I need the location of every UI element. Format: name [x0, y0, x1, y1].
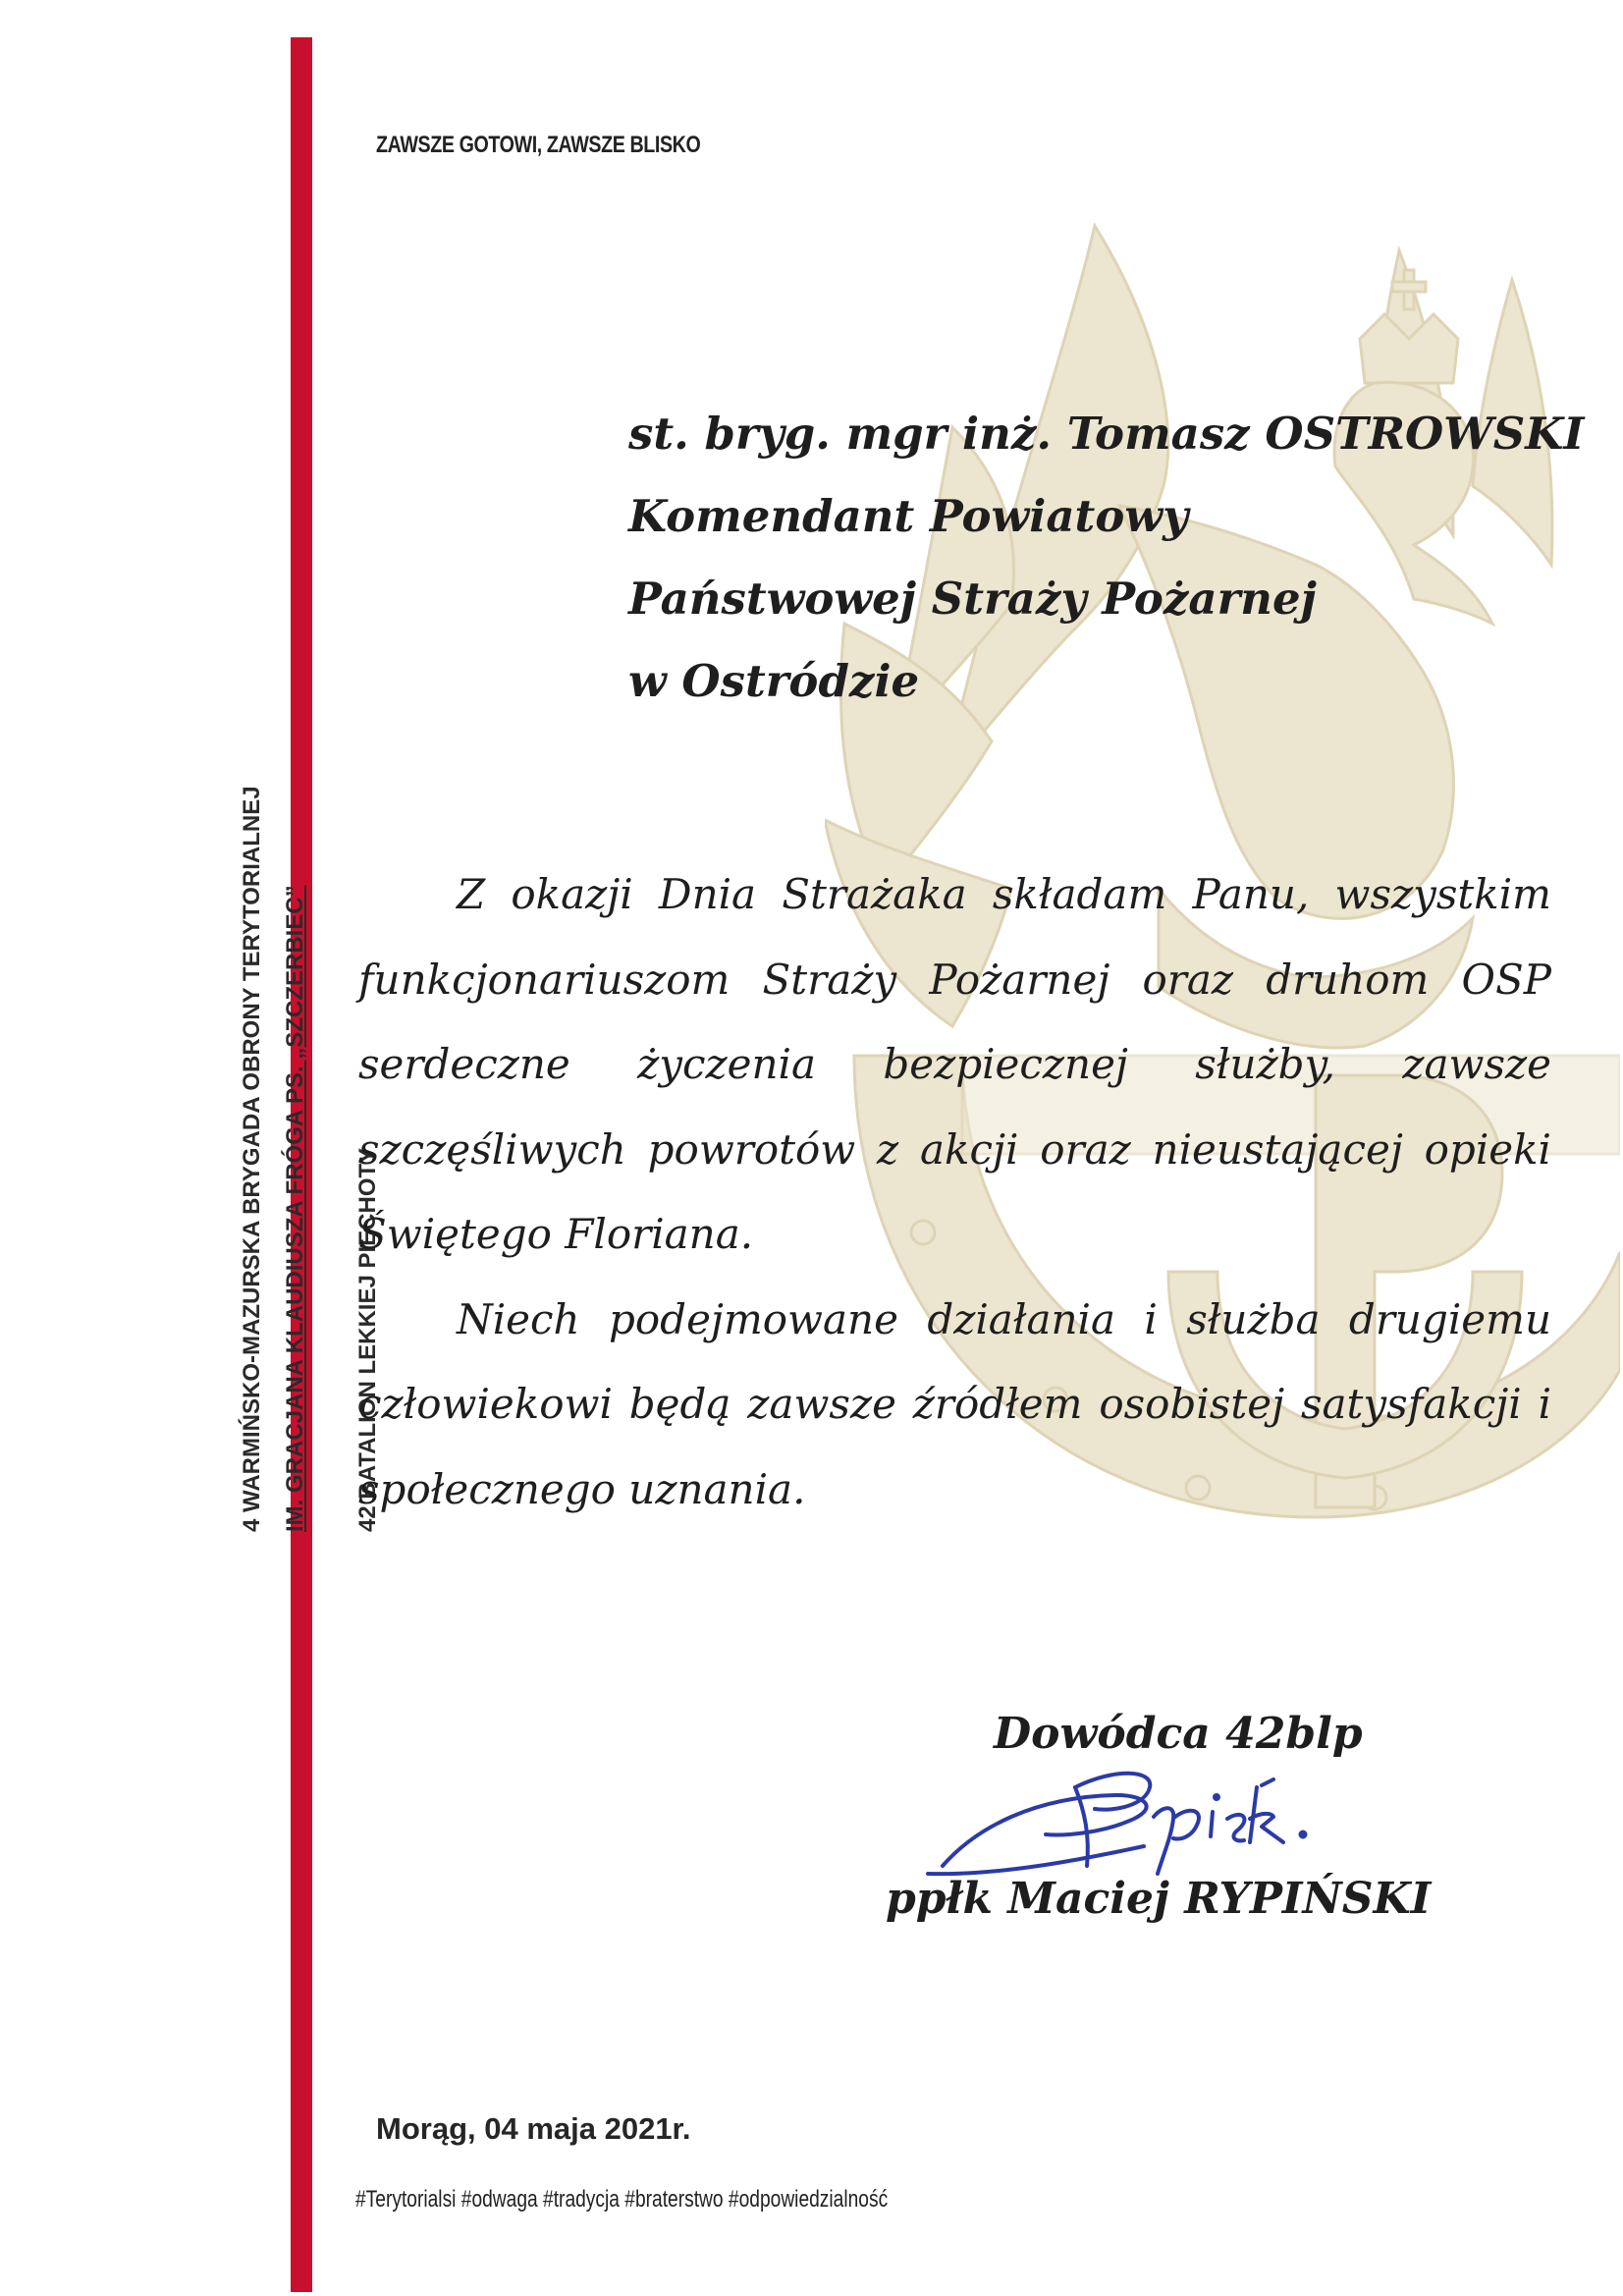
- addressee-position: Komendant Powiatowy: [628, 490, 1189, 542]
- addressee-block: [628, 393, 1584, 723]
- brigade-name: 4 WARMIŃSKO-MAZURSKA BRYGADA OBRONY TERYTORIALNEJ: [239, 786, 265, 1532]
- battalion-name: 42 BATALION LEKKIEJ PIECHOTY: [354, 1147, 381, 1532]
- handwritten-signature-icon: [918, 1758, 1350, 1886]
- brigade-patron: [274, 786, 317, 1532]
- addressee-institution: Państwowej Straży Pożarnej: [628, 573, 1317, 625]
- addressee-location: w Ostródzie: [628, 655, 920, 707]
- addressee-name: st. bryg. mgr inż. Tomasz OSTROWSKI: [628, 408, 1585, 460]
- hashtags-footer: #Terytorialsi #odwaga #tradycja #braterstwo #odpowiedzialność: [355, 2186, 889, 2213]
- body-paragraph-1: Z okazji Dnia Strażaka składam Panu, wszystkim funkcjonariuszom Straży Pożarnej oraz druhom OSP serdeczne życzenia bezpiecznej służby, zawsze szczęśliwych powrotów z akcji oraz nieustającej opieki Świętego Floriana.: [358, 870, 1551, 1258]
- body-paragraph-2: Niech podejmowane działania i służba drugiemu człowiekowi będą zawsze źródłem osobistej satysfakcji i społecznego uznania.: [358, 1294, 1551, 1513]
- signatory-name: ppłk Maciej RYPIŃSKI: [886, 1874, 1432, 1924]
- place-and-date: Morąg, 04 maja 2021r.: [376, 2111, 691, 2146]
- letter-body: [358, 852, 1551, 1532]
- signatory-title: Dowódca 42blp: [994, 1709, 1363, 1759]
- motto-header: ZAWSZE GOTOWI, ZAWSZE BLISKO: [376, 132, 701, 158]
- brigade-patron-text: IM. GRACJANA KLAUDIUSZA FRÓGA PS. „SZCZERBIEC”: [282, 885, 308, 1532]
